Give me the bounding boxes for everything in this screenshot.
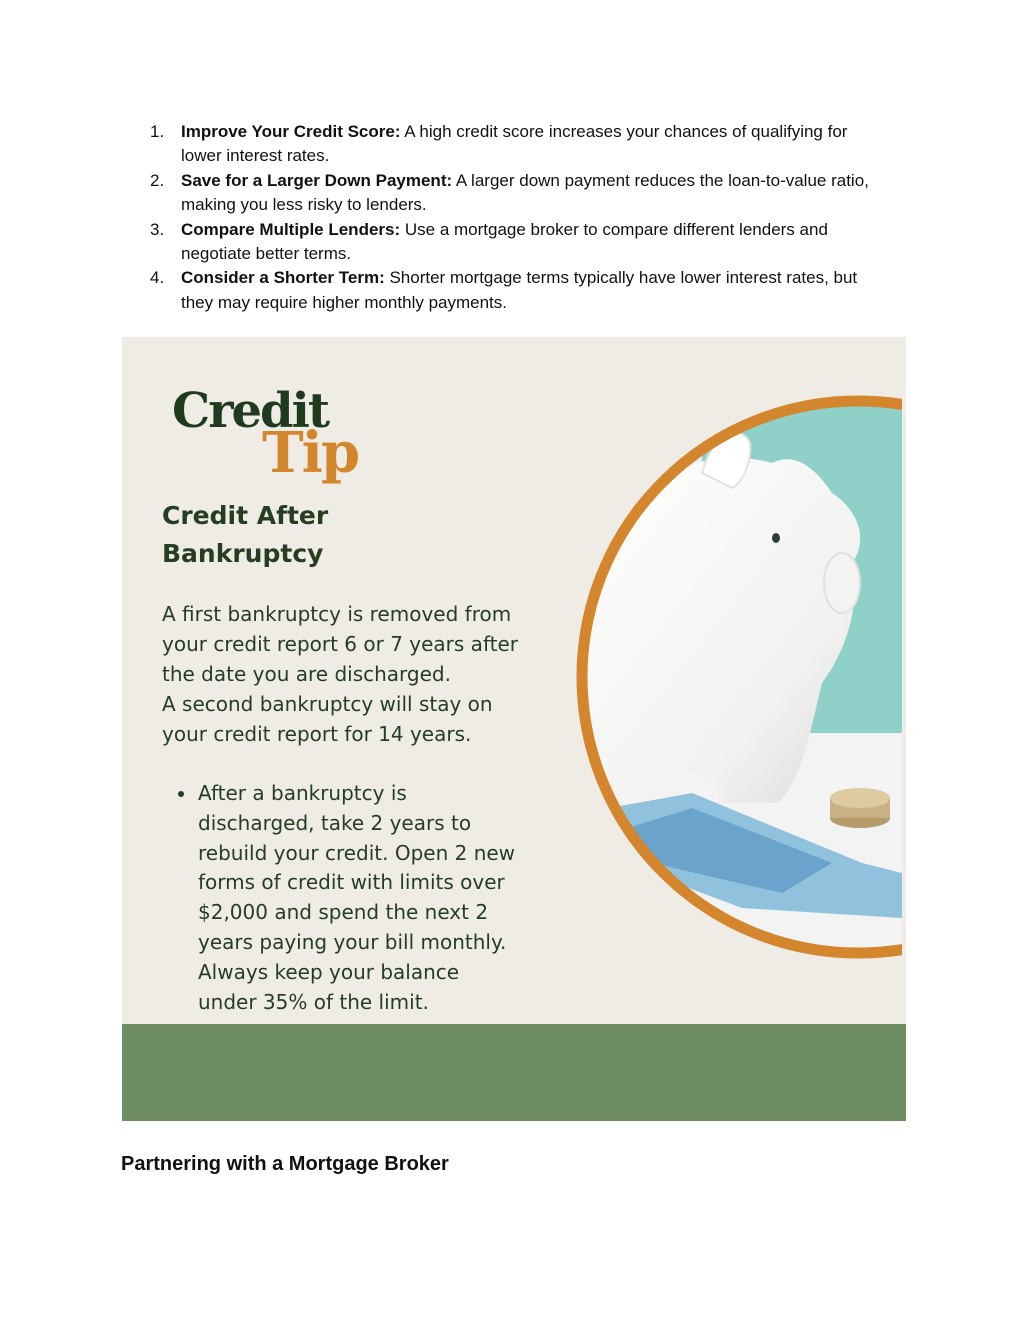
tips-list — [150, 120, 890, 315]
section-heading: Partnering with a Mortgage Broker — [121, 1153, 449, 1175]
credit-tip-logo — [172, 383, 372, 497]
tip-label: Save for a Larger Down Payment: — [181, 170, 453, 190]
tip-text: A high credit score increases your chances of qualifying for lower interest rates. — [181, 122, 848, 166]
list-number: 3. — [150, 219, 165, 239]
list-number: 1. — [150, 122, 165, 141]
tip-text: Shorter mortgage terms typically have lower interest rates, but they may require higher monthly payments. — [181, 268, 858, 312]
list-number: 2. — [150, 170, 165, 190]
credit-tip-graphic — [122, 337, 906, 1121]
list-number: 4. — [150, 268, 165, 288]
list-item — [150, 218, 890, 267]
graphic-heading-line-1: Credit After — [162, 501, 329, 530]
list-item — [150, 120, 890, 169]
graphic-heading-line-2: Bankruptcy — [162, 539, 324, 568]
graphic-paragraph-2: A second bankruptcy will stay on your credit report for 14 years. — [162, 692, 493, 746]
graphic-heading — [162, 497, 522, 573]
graphic-bullet: After a bankruptcy is discharged, take 2 years to rebuild your credit. Open 2 new forms of credit with limits over $2,000 and spend the next 2 years paying your bill monthly. Always keep your balance under 35% of the limit. — [162, 779, 522, 1017]
graphic-bullet-list — [162, 779, 522, 1017]
list-item — [150, 169, 890, 218]
tip-text: A larger down payment reduces the loan-to-value ratio, making you less risky to lenders. — [181, 170, 869, 215]
tip-label: Compare Multiple Lenders: — [181, 219, 401, 239]
graphic-body — [162, 599, 532, 749]
tip-label: Improve Your Credit Score: — [181, 122, 401, 141]
logo-word-credit: Credit — [172, 383, 328, 439]
tip-text: Use a mortgage broker to compare different lenders and negotiate better terms. — [181, 219, 828, 264]
graphic-footer-band — [122, 1024, 906, 1121]
list-item — [150, 266, 890, 315]
tip-label: Consider a Shorter Term: — [181, 268, 385, 288]
graphic-paragraph-1: A first bankruptcy is removed from your credit report 6 or 7 years after the date you are discharged. — [162, 602, 518, 686]
logo-word-tip: Tip — [262, 420, 359, 486]
piggy-bank-photo — [542, 393, 902, 963]
